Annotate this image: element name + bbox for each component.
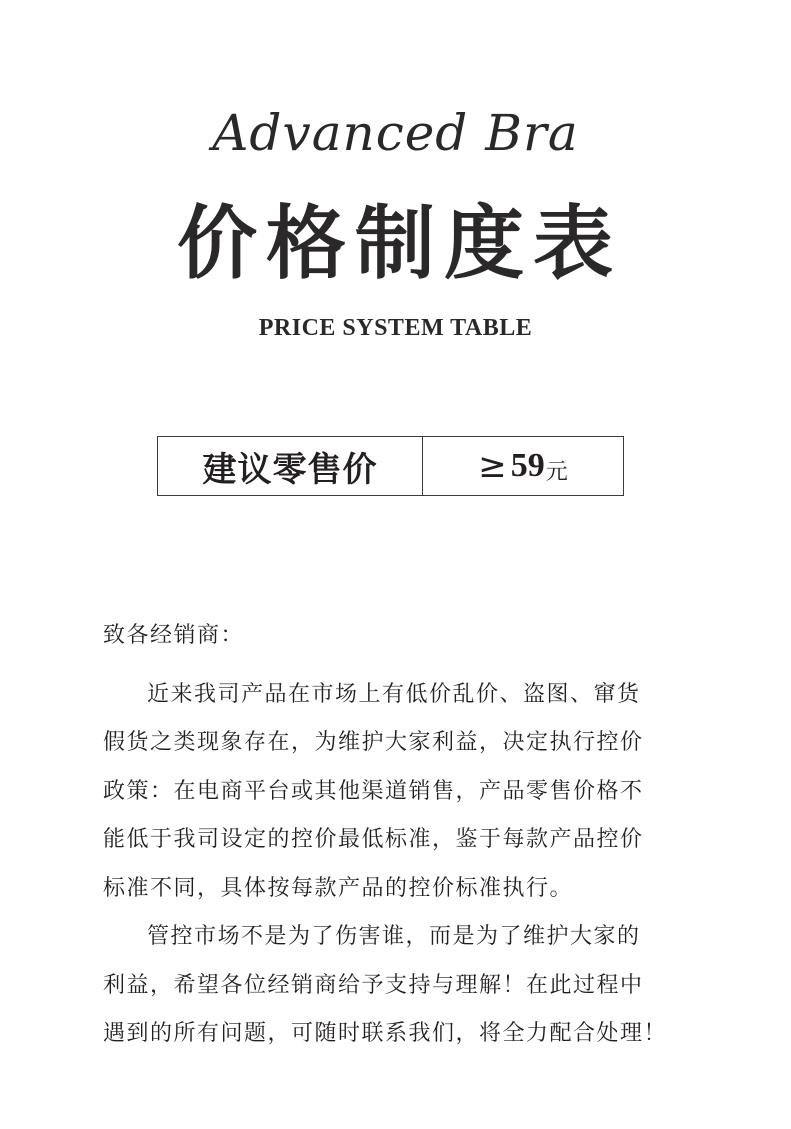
greater-equal-symbol: ≥ — [478, 446, 507, 486]
paragraph-line: 能低于我司设定的控价最低标准，鉴于每款产品控价 — [103, 827, 644, 852]
paragraph-line: 假货之类现象存在，为维护大家利益，决定执行控价 — [103, 730, 644, 755]
letter-greeting — [103, 612, 703, 661]
dealer-letter — [103, 612, 703, 1059]
page-title: 价格制度表 — [177, 197, 622, 290]
brand-script-title: Advanced Bra — [212, 104, 579, 162]
page-subtitle: PRICE SYSTEM TABLE — [258, 315, 533, 341]
paragraph-line: 标准不同，具体按每款产品的控价标准执行。 — [103, 875, 574, 901]
price-amount: 59 — [510, 447, 545, 484]
price-value — [423, 437, 623, 495]
price-table — [157, 436, 624, 496]
paragraph-line: 政策：在电商平台或其他渠道销售，产品零售价格不 — [103, 778, 644, 804]
letter-paragraph-2 — [103, 913, 703, 1059]
paragraph-line: 管控市场不是为了伤害谁，而是为了维护大家的 — [147, 924, 641, 949]
letter-paragraph-1 — [103, 671, 703, 914]
paragraph-line: 近来我司产品在市场上有低价乱价、盗图、窜货 — [147, 681, 641, 707]
greeting-text: 致各经销商： — [103, 623, 245, 648]
price-label: 建议零售价 — [158, 437, 423, 495]
paragraph-line: 遇到的所有问题，可随时联系我们，将全力配合处理！ — [103, 1021, 668, 1046]
paragraph-line: 利益，希望各位经销商给予支持与理解！在此过程中 — [103, 972, 644, 998]
price-unit: 元 — [545, 459, 568, 485]
